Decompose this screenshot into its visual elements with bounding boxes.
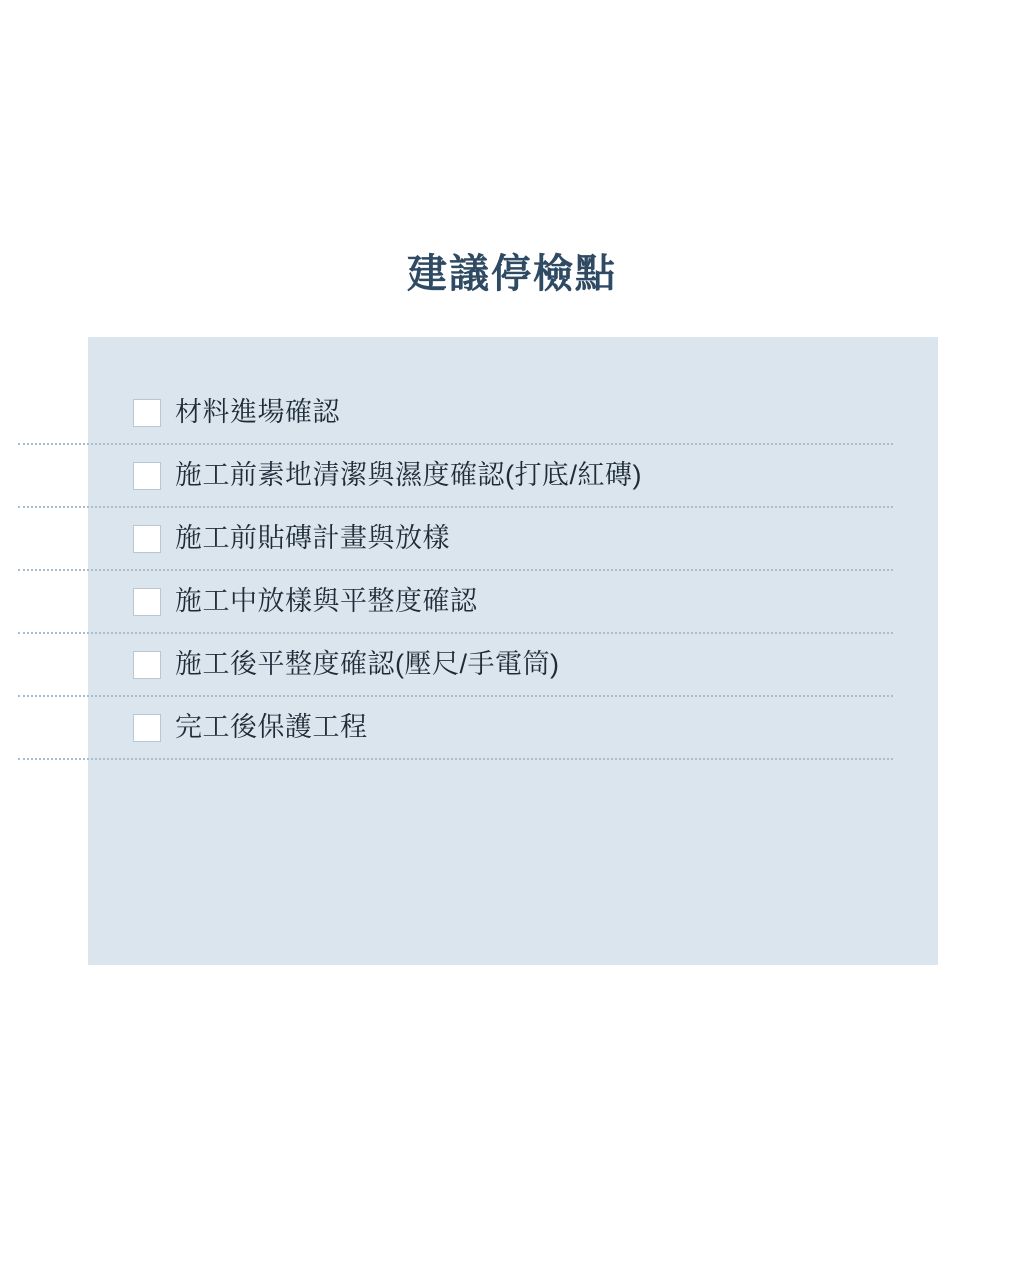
- checklist-panel: [88, 337, 938, 965]
- list-item-label: 施工中放樣與平整度確認: [175, 586, 478, 616]
- checkbox-icon[interactable]: [133, 651, 161, 679]
- list-item[interactable]: [18, 634, 893, 697]
- list-item[interactable]: [18, 571, 893, 634]
- list-item-label: 完工後保護工程: [175, 712, 368, 742]
- list-item[interactable]: [18, 445, 893, 508]
- checkbox-icon[interactable]: [133, 399, 161, 427]
- checklist: [133, 382, 893, 760]
- checkbox-icon[interactable]: [133, 588, 161, 616]
- list-item[interactable]: [18, 382, 893, 445]
- list-item-label: 施工後平整度確認(壓尺/手電筒): [175, 649, 560, 679]
- list-item-label: 材料進場確認: [175, 397, 340, 427]
- list-item[interactable]: [18, 697, 893, 760]
- list-item-label: 施工前貼磚計畫與放樣: [175, 523, 450, 553]
- checkbox-icon[interactable]: [133, 525, 161, 553]
- list-item[interactable]: [18, 508, 893, 571]
- page-title: 建議停檢點: [407, 252, 617, 296]
- checkbox-icon[interactable]: [133, 462, 161, 490]
- list-item-label: 施工前素地清潔與濕度確認(打底/紅磚): [175, 460, 642, 490]
- checkbox-icon[interactable]: [133, 714, 161, 742]
